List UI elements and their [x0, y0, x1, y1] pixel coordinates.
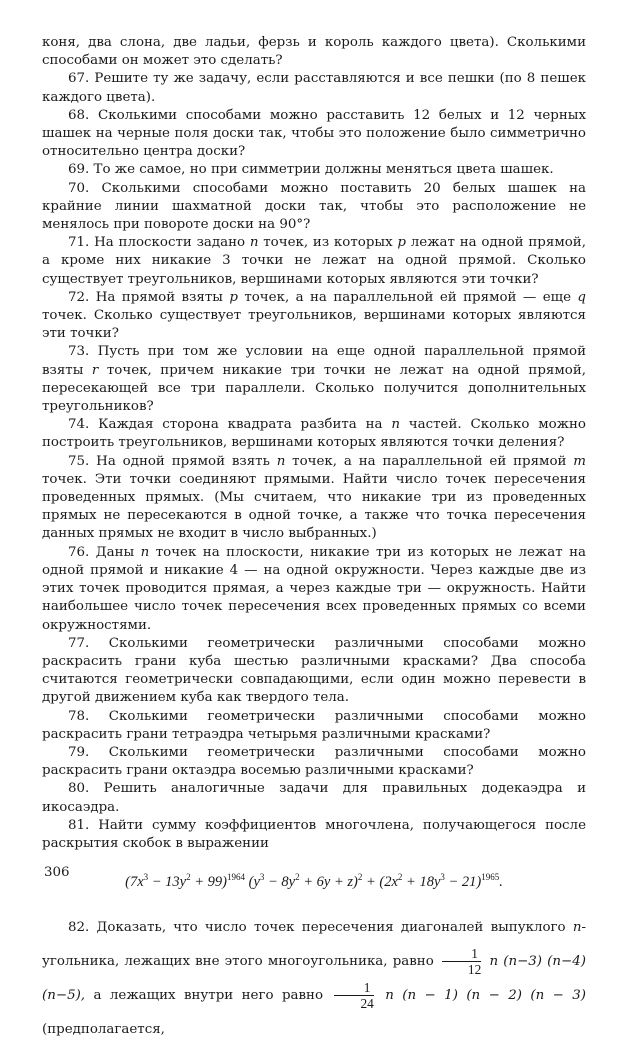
var-n: n — [249, 235, 259, 251]
problem-70: 70. Сколькими способами можно поставить 20 белых шашек на крайние линии шахматной доски так, чтобы это расположение не менялось при повороте доски на 90°? — [42, 180, 586, 233]
problem-76 — [42, 544, 586, 635]
problem-82-text-c: а лежащих внутри него равно — [93, 988, 324, 1004]
fraction-one-twelfth: $\frac{1}{12}$ — [442, 946, 481, 977]
problem-72-text-c: точек. Сколько существует треугольников, вершинами которых являются эти точки? — [42, 308, 586, 342]
problem-76-text-a: 76. Даны — [68, 544, 141, 560]
problem-72 — [42, 289, 586, 344]
problem-72-text-b: точек, а на параллельной ей прямой — еще — [237, 289, 578, 305]
problem-75-text-b: точек, а на параллельной ей прямой — [285, 453, 574, 469]
var-m: m — [573, 453, 586, 469]
problem-75 — [42, 453, 586, 544]
fraction-one-twenty-fourth: $\frac{1}{24}$ — [334, 980, 373, 1011]
expression-inside-count: n (n − 1) (n − 2) (n − 3) — [385, 988, 586, 1004]
problem-71 — [42, 234, 586, 289]
problem-79: 79. Сколькими геометрически различными способами можно раскрасить грани октаэдра восемью различными красками? — [42, 744, 586, 779]
problem-82-text-a: 82. Доказать, что число точек пересечения диагоналей выпуклого — [68, 920, 573, 936]
problem-77: 77. Сколькими геометрически различными способами можно раскрасить грани куба шестью различными красками? Два способа считаются геометрически совпадающими, если один можно перевести в другой движением куба как твердого тела. — [42, 635, 586, 706]
polynomial-expression: $(7x^3 - 13y^2 + 99)^{1964}$ $(y^3 - 8y^2 + 6y + z)^2 + (2x^2 + 18y^3 - 21)^{1965}$. — [125, 872, 503, 891]
paragraph-66-continued: коня, два слона, две ладьи, ферзь и король каждого цвета). Сколькими способами он может это сделать? — [42, 35, 586, 69]
problem-73-text-b: точек, причем никакие три точки не лежат на одной прямой, пересекающей все три параллели. Сколько получится дополнительных треугольников? — [42, 362, 586, 415]
var-n: n — [391, 417, 400, 433]
problem-82-text-b: -угольника, лежащих вне этого многоугольника, равно — [42, 920, 586, 970]
problem-73 — [42, 343, 586, 416]
problem-82 — [42, 911, 586, 1047]
var-n: n — [140, 544, 150, 560]
var-p: p — [229, 289, 238, 305]
problem-71-text-c: лежат на одной прямой, а кроме них никакие 3 точки не лежат на одной прямой. Сколько существует треугольников, вершинами которых являются эти точки? — [42, 235, 586, 287]
problem-75-text-a: 75. На одной прямой взять — [68, 453, 277, 469]
problem-82-text-d: (предполагается, — [42, 1022, 165, 1038]
problem-71-text-a: 71. На плоскости задано — [68, 235, 250, 251]
problem-67: 67. Решите ту же задачу, если расставляются и все пешки (по 8 пешек каждого цвета). — [42, 71, 586, 105]
var-n: n — [276, 453, 286, 469]
problem-69: 69. То же самое, но при симметрии должны меняться цвета шашек. — [68, 162, 554, 178]
problem-72-text-a: 72. На прямой взяты — [68, 289, 230, 305]
problem-76-text-b: точек на плоскости, никакие три из которых не лежат на одной прямой и никакие 4 — на одной окружности. Через каждые две из этих точек проводится прямая, а через каждые три — окружность. Найти наибольшее число точек пересечения всех проведенных прямых со всеми окружностями. — [42, 544, 586, 633]
page-number: 306 — [44, 865, 70, 880]
var-r: r — [91, 362, 99, 378]
var-n: n — [572, 920, 582, 936]
var-p: p — [397, 235, 406, 251]
expression-outside-count: n (n−3) (n−4) (n−5), — [42, 954, 586, 1004]
problem-71-text-b: точек, из которых — [258, 235, 398, 251]
var-q: q — [577, 289, 586, 305]
problem-74-text-a: 74. Каждая сторона квадрата разбита на — [68, 417, 392, 433]
problem-74-text-b: частей. Сколько можно построить треугольников, вершинами которых являются точки деления? — [42, 417, 586, 451]
problem-78: 78. Сколькими геометрически различными способами можно раскрасить грани тетраэдра четырьмя различными красками? — [42, 708, 586, 742]
problem-74 — [42, 416, 586, 452]
problem-80: 80. Решить аналогичные задачи для правильных додекаэдра и икосаэдра. — [42, 781, 586, 815]
problem-75-text-c: точек. Эти точки соединяют прямыми. Найти число точек пересечения проведенных прямых. (Мы считаем, что никакие три из проведенных прямых не пересекаются в одной точке, а также что точка пересечения данных прямых не входит в число выбранных.) — [42, 471, 586, 542]
problem-73-text-a: 73. Пусть при том же условии на еще одной параллельной прямой взяты — [42, 344, 586, 378]
problem-68: 68. Сколькими способами можно расставить 12 белых и 12 черных шашек на черные поля доски так, чтобы это положение было симметрично относительно центра доски? — [42, 107, 586, 160]
problem-81: 81. Найти сумму коэффициентов многочлена, получающегося после раскрытия скобок в выражении — [42, 817, 586, 851]
page-text — [42, 34, 586, 1047]
